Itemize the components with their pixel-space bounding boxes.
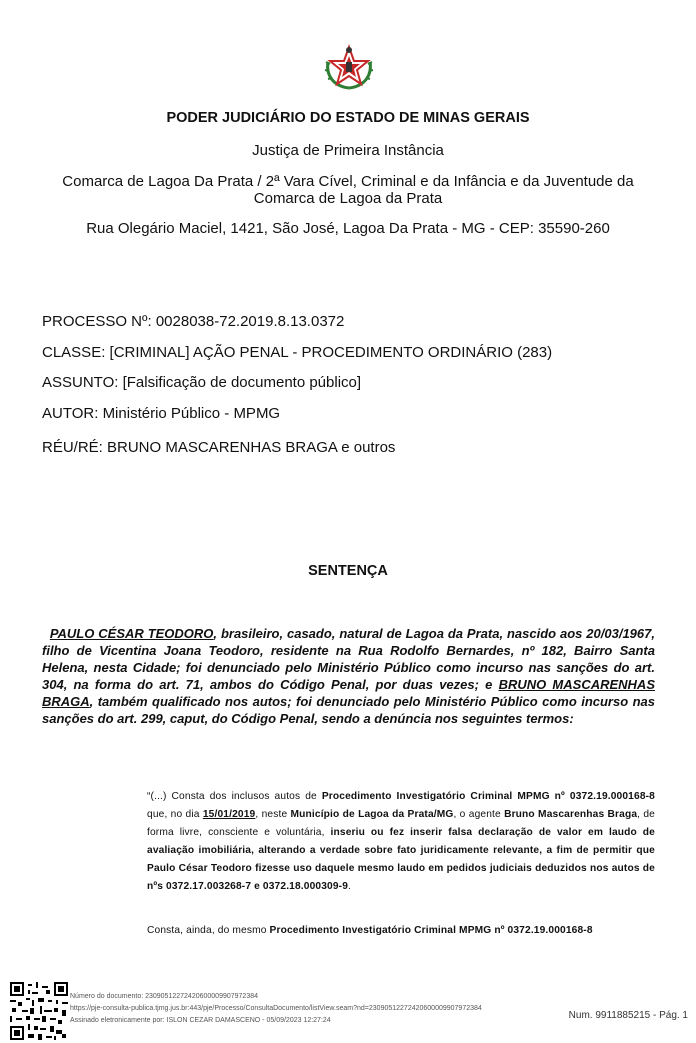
quote-bold: Bruno Mascarenhas Braga	[504, 809, 638, 820]
quote-bold: Município de Lagoa da Prata/MG	[290, 809, 454, 820]
paragraph-text-1: , brasileiro, casado, natural de Lagoa da Prata, nascido aos 20/03/1967, filho de Vicentina Joana Teodoro, residente na Rua Rodolfo Bernardes, nº 182, Bairro Santa Helena, nesta Cidade; foi denunciado pelo Ministério Público como incurso nas sanções do art. 304, na forma do art. 71, ambos do Código Penal, por duas vezes; e	[42, 626, 655, 692]
quote-text: , de forma livre, consciente e voluntária,	[147, 809, 656, 838]
page-number: Num. 9911885215 - Pág. 1	[568, 1010, 688, 1021]
quote-bold: Procedimento Investigatório Criminal MPMG nº 0372.19.000168-8	[321, 791, 655, 802]
qr-code	[10, 982, 68, 1040]
quoted-continuation	[147, 922, 655, 940]
quote-text: , o agente	[453, 809, 505, 820]
reu: RÉU/RÉ: BRUNO MASCARENHAS BRAGA e outros	[42, 439, 396, 456]
quote-text: que, no dia	[147, 809, 203, 820]
court-address: Rua Olegário Maciel, 1421, São José, Lagoa Da Prata - MG - CEP: 35590-260	[86, 220, 610, 237]
quoted-accusation	[147, 788, 655, 896]
paragraph-text-2: , também qualificado nos autos; foi denunciado pelo Ministério Público como incurso nas sanções do art. 299, caput, do Código Penal, sendo a denúncia nos seguintes termos:	[42, 694, 655, 726]
autor: AUTOR: Ministério Público - MPMG	[42, 405, 281, 422]
document-title: SENTENÇA	[308, 563, 388, 579]
footer-doc-number: Número do documento: 23090512272420600009907972384	[70, 993, 258, 1000]
classe: CLASSE: [CRIMINAL] AÇÃO PENAL - PROCEDIMENTO ORDINÁRIO (283)	[42, 344, 553, 361]
footer-signature: Assinado eletronicamente por: ISLON CEZAR DAMASCENO - 05/09/2023 12:27:24	[70, 1017, 331, 1024]
sentence-paragraph	[42, 625, 655, 727]
defendant-name-1: PAULO CÉSAR TEODORO	[49, 626, 214, 641]
instance-name: Justiça de Primeira Instância	[252, 142, 444, 159]
footer-url[interactable]: https://pje-consulta-publica.tjmg.jus.br:443/pje/Processo/ConsultaDocumento/listView.seam?nd=23090512272420600009907972384	[70, 1005, 482, 1012]
quote-text: .	[348, 881, 352, 892]
quote-text: “(...) Consta dos inclusos autos de	[147, 791, 322, 802]
quote-bold: Procedimento Investigatório Criminal MPMG nº 0372.19.000168-8	[269, 925, 593, 936]
minas-gerais-coat-of-arms	[320, 44, 378, 92]
assunto: ASSUNTO: [Falsificação de documento público]	[42, 374, 362, 391]
comarca-line-1: Comarca de Lagoa Da Prata / 2ª Vara Cível, Criminal e da Infância e da Juventude da	[62, 173, 634, 190]
quote-text: , neste	[255, 809, 291, 820]
quote-bold: inseriu ou fez inserir falsa declaração de valor em laudo de avaliação imobiliária, alterando a verdade sobre fato juridicamente relevante, a fim de permitir que Paulo César Teodoro fizesse uso daquele mesmo laudo em pedidos judiciais deduzidos nos autos de nºs 0372.17.003268-7 e 0372.18.000309-9	[147, 827, 655, 892]
processo-number: PROCESSO Nº: 0028038-72.2019.8.13.0372	[42, 313, 345, 330]
quote-date: 15/01/2019	[202, 809, 256, 820]
quote-text: Consta, ainda, do mesmo	[147, 925, 270, 936]
comarca-line-2: Comarca de Lagoa da Prata	[253, 190, 443, 207]
defendant-name-2: BRUNO MASCARENHAS BRAGA	[42, 677, 655, 709]
court-name: PODER JUDICIÁRIO DO ESTADO DE MINAS GERAIS	[166, 110, 530, 126]
